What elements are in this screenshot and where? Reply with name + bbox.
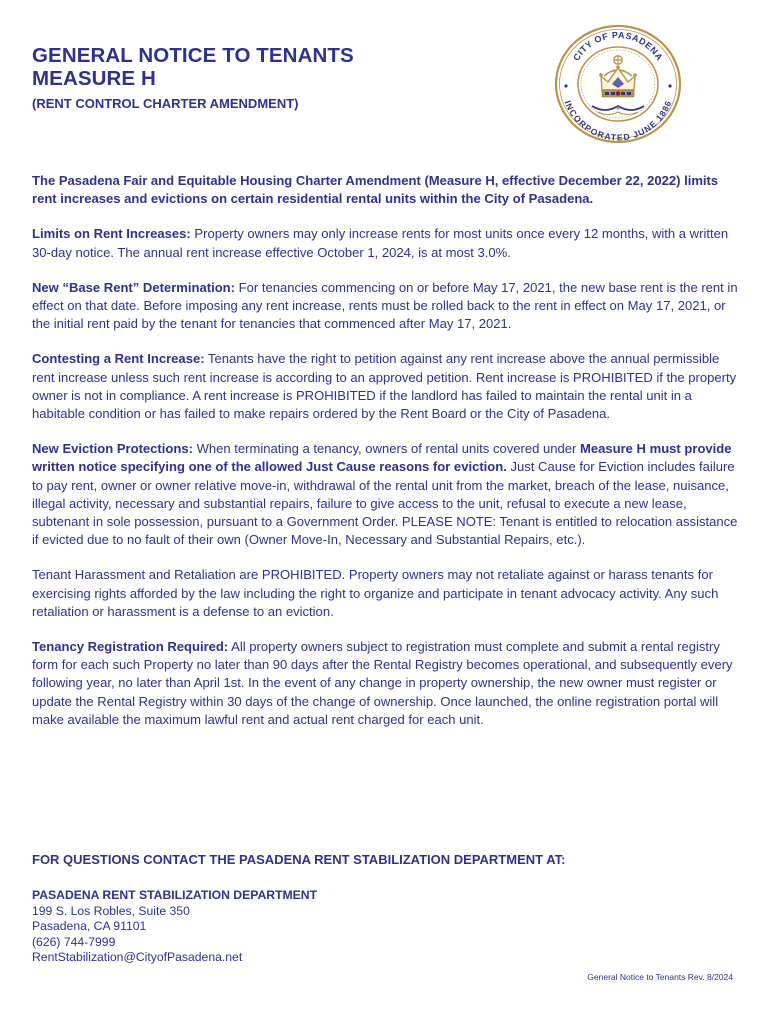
page-subtitle: (RENT CONTROL CHARTER AMENDMENT) <box>32 96 299 111</box>
limits-paragraph <box>32 225 740 261</box>
contact-email: RentStabilization@CityofPasadena.net <box>32 950 243 965</box>
registration-text: All property owners subject to registration must complete and submit a rental registry form for each such Property no later than 90 days after the Rental Registry becomes operational, and subsequently every following year, no later than April 1st. In the event of any change in property ownership, the new owner must register or update the Rental Registry within 30 days of the change of ownership. Once launched, the online registration portal will make available the maximum lawful rent and actual rent charged for each unit. <box>32 639 733 727</box>
registration-heading: Tenancy Registration Required: <box>32 639 229 655</box>
page-title <box>32 44 354 90</box>
limits-heading: Limits on Rent Increases: <box>32 226 191 242</box>
contesting-heading: Contesting a Rent Increase: <box>32 351 205 367</box>
contesting-text: Tenants have the right to petition against any rent increase above the annual permissible rent increase unless such rent increase is according to an approved petition. Rent increase is PROHIBITED if the property owner is not in compliance. A rent increase is PROHIBITED if the landlord has failed to maintain the rental unit in a habitable condition or has failed to make repairs ordered by the Rent Board or the City of Pasadena. <box>32 351 737 422</box>
contesting-paragraph <box>32 350 740 423</box>
eviction-text-a: When terminating a tenancy, owners of rental units covered under <box>192 441 580 457</box>
seal-top-text: CITY OF PASADENA <box>571 29 665 63</box>
title-line-2: MEASURE H <box>32 67 156 90</box>
base-rent-paragraph <box>32 279 740 334</box>
limits-text: Property owners may only increase rents for most units once every 12 months, with a written 30-day notice. The annual rent increase effective October 1, 2024, is at most 3.0%. <box>32 226 729 260</box>
eviction-text-bold: Measure H must provide written notice specifying one of the allowed Just Cause reasons for eviction. <box>32 441 732 475</box>
intro-paragraph: The Pasadena Fair and Equitable Housing Charter Amendment (Measure H, effective December 22, 2022) limits rent increases and evictions on certain residential rental units within the City of Pasadena. <box>32 173 719 207</box>
contact-phone: (626) 744-7999 <box>32 934 116 949</box>
contact-block <box>32 888 317 966</box>
revision-footer: General Notice to Tenants Rev. 8/2024 <box>587 972 733 982</box>
contact-department: PASADENA RENT STABILIZATION DEPARTMENT <box>32 888 318 902</box>
registration-paragraph <box>32 638 740 729</box>
eviction-paragraph <box>32 440 740 549</box>
title-line-1: GENERAL NOTICE TO TENANTS <box>32 44 354 67</box>
base-rent-heading: New “Base Rent” Determination: <box>32 279 235 295</box>
eviction-text-c: Just Cause for Eviction includes failure to pay rent, owner or owner relative move-in, withdrawal of the rental unit from the market, breach of the lease, nuisance, illegal activity, necessary and substantial repairs, failure to give access to the unit, refusal to execute a new lease, subtenant in sole possession, pursuant to a Government Order. PLEASE NOTE: Tenant is entitled to relocation assistance if evicted due to no fault of their own (Owner Move-In, Necessary and Substantial Repairs, etc.). <box>32 459 738 548</box>
contact-address-line-2: Pasadena, CA 91101 <box>32 919 147 934</box>
seal-bottom-text: INCORPORATED JUNE 1886 <box>562 99 674 143</box>
eviction-heading: New Eviction Protections: <box>32 441 193 457</box>
notice-body <box>32 172 740 746</box>
contact-heading: FOR QUESTIONS CONTACT THE PASADENA RENT STABILIZATION DEPARTMENT AT: <box>32 852 566 867</box>
harassment-paragraph: Tenant Harassment and Retaliation are PROHIBITED. Property owners may not retaliate against or harass tenants for exercising rights afforded by the law including the right to organize and participate in tenant advocacy activity. Any such retaliation or harassment is a defense to an eviction. <box>32 567 719 619</box>
contact-address-line-1: 199 S. Los Robles, Suite 350 <box>32 903 190 918</box>
base-rent-text: For tenancies commencing on or before May 17, 2021, the new base rent is the rent in effect on that date. Before imposing any rent increase, rents must be rolled back to the rent in effect on May 17, 2021, or the initial rent paid by the tenant for tenancies that commenced after May 17, 2021. <box>32 279 738 332</box>
city-seal-logo <box>554 24 682 144</box>
